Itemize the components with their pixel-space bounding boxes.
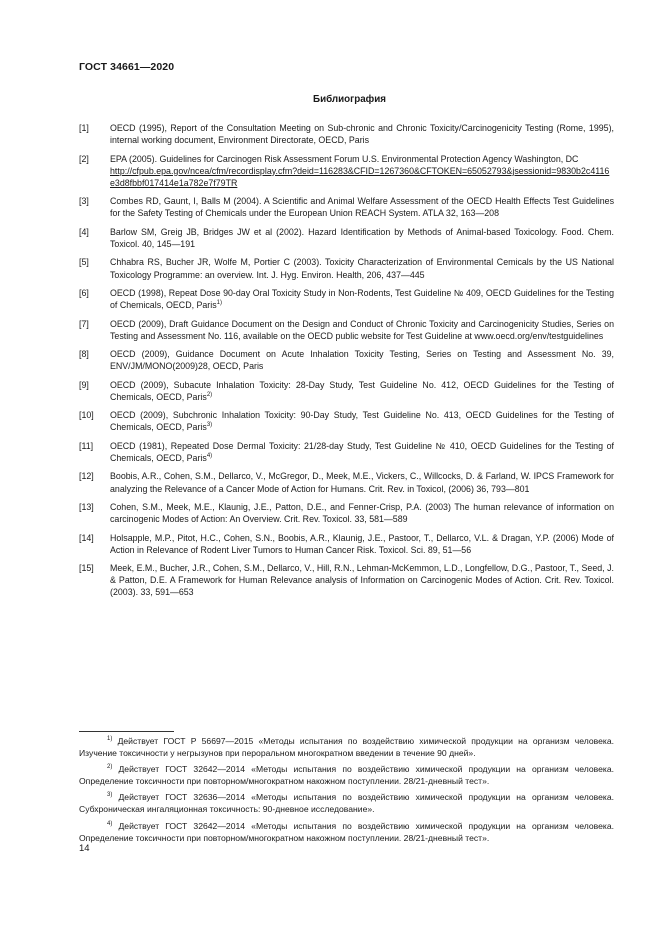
reference-item (79, 318, 614, 342)
reference-item (79, 153, 614, 189)
reference-item (79, 409, 614, 433)
reference-item (79, 122, 614, 146)
reference-text: Chhabra RS, Bucher JR, Wolfe M, Portier C (2003). Toxicity Characterization of Environmental Cemicals by the US National Toxicology Programme: an overview. Int. J. Hyg. Environ. Health, 206, 437—445 (110, 257, 614, 280)
reference-number: [12] (79, 471, 94, 482)
reference-item (79, 256, 614, 280)
document-code: ГОСТ 34661—2020 (79, 61, 175, 73)
reference-number: [1] (79, 123, 89, 133)
footnote-mark: 1) (107, 736, 113, 742)
reference-item (79, 195, 614, 219)
footnote-text: Действует ГОСТ 32642—2014 «Методы испытания по воздействию химической продукции на организм человека. Определение токсичности при повторном/многократном накожном поступлении. 28/21-дневный тест». (79, 820, 614, 843)
reference-text: OECD (2009), Subacute Inhalation Toxicity: 28-Day Study, Test Guideline No. 412, OECD Guidelines for the Testing of Chemicals, OECD, Paris (110, 379, 614, 402)
reference-number: [4] (79, 226, 89, 237)
footnote-marker[interactable]: 4) (206, 452, 213, 459)
footnote-marker[interactable]: 2) (206, 391, 213, 398)
footnote-text: Действует ГОСТ 32636—2014 «Методы испытания по воздействию химической продукции на организм человека. Субхроническая ингаляционная токсичность: 90-дневное исследование». (79, 792, 614, 815)
reference-number: [14] (79, 532, 94, 543)
reference-text: OECD (1981), Repeated Dose Dermal Toxicity: 21/28-day Study, Test Guideline № 410, OECD Guidelines for the Testing of Chemicals, OECD, Paris (110, 440, 614, 463)
reference-text-block (110, 287, 614, 311)
reference-item (79, 562, 614, 598)
reference-number: [6] (79, 287, 89, 298)
footnote-mark: 4) (107, 820, 113, 827)
reference-text: Cohen, S.M., Meek, M.E., Klaunig, J.E., Patton, D.E., and Fenner-Crisp, P.A. (2003) The human relevance of information on carcinogenic Modes of Action: An Overview. Crit. Rev. Toxicol. 33, 581—589 (110, 502, 614, 525)
footnote-divider (79, 731, 174, 732)
reference-text: Barlow SM, Greig JB, Bridges JW et al (2002). Hazard Identification by Methods of Animal-based Toxicology. Food. Chem. Toxicol. 40, 145—191 (110, 226, 614, 249)
reference-text: OECD (2009), Draft Guidance Document on the Design and Conduct of Chronic Toxicity and Carcinogenicity Studies, Series on Testing and Assessment No. 116, available on the OECD public website for Test Guideline at www.oecd.org/env/testguidelines (110, 318, 614, 341)
footnote (79, 763, 614, 787)
reference-item (79, 226, 614, 250)
reference-number: [10] (79, 410, 94, 421)
reference-number: [2] (79, 153, 89, 164)
reference-link[interactable]: http://cfpub.epa.gov/ncea/cfm/recordisplay.cfm?deid=116283&CFID=1267360&CFTOKEN=65052793&jsessionid=9830b2c4116e3d8fbbf017414e1a782e7f79TR (110, 165, 610, 188)
reference-item (79, 470, 614, 494)
footnote (79, 735, 614, 759)
reference-text-block (110, 409, 614, 433)
footnote-text: Действует ГОСТ 32642—2014 «Методы испытания по воздействию химической продукции на организм человека. Определение токсичности при повторном/многократном накожном поступлении. 28/21-дневный тест». (79, 764, 614, 787)
reference-text-block (110, 153, 614, 189)
reference-text: Holsapple, M.P., Pitot, H.C., Cohen, S.N., Boobis, A.R., Klaunig, J.E., Pastoor, T., Dellarco, V.L. & Dragan, Y.P. (2006) Mode of Action in Relevance of Rodent Liver Tumors to Human Cancer Risk. Toxicol. Sci. 89, 51—56 (110, 532, 614, 555)
reference-number: [7] (79, 318, 89, 329)
reference-text-block (110, 440, 614, 464)
reference-number: [13] (79, 502, 94, 513)
footnote-list (79, 735, 614, 848)
footnote (79, 791, 614, 815)
reference-item (79, 501, 614, 525)
reference-text: EPA (2005). Guidelines for Carcinogen Risk Assessment Forum U.S. Environmental Protection Agency Washington, DC (110, 153, 579, 164)
reference-number: [3] (79, 196, 89, 207)
reference-item (79, 287, 614, 311)
reference-number: [15] (79, 563, 94, 574)
reference-number: [5] (79, 257, 89, 268)
footnote (79, 820, 614, 844)
reference-list (79, 122, 614, 605)
reference-number: [9] (79, 379, 89, 390)
reference-item (79, 440, 614, 464)
footnote-mark: 3) (107, 792, 113, 799)
footnote-marker[interactable]: 3) (206, 422, 213, 429)
reference-text: OECD (2009), Guidance Document on Acute Inhalation Toxicity Testing, Series on Testing and Assessment No. 39, ENV/JM/MONO(2009)28, OECD, Paris (110, 349, 614, 372)
footnote-marker[interactable]: 1) (216, 300, 222, 307)
reference-text: OECD (1998), Repeat Dose 90-day Oral Toxicity Study in Non-Rodents, Test Guideline № 409, OECD Guidelines for the Testing of Chemicals, OECD, Paris (110, 287, 614, 311)
reference-number: [11] (79, 440, 94, 451)
reference-text: OECD (1995), Report of the Consultation Meeting on Sub-chronic and Chronic Toxicity/Carcinogenicity Testing (Rome, 1995), internal working document, Environment Directorate, OECD, Paris (110, 123, 614, 146)
reference-text: OECD (2009), Subchronic Inhalation Toxicity: 90-Day Study, Test Guideline No. 413, OECD Guidelines for the Testing of Chemicals, OECD, Paris (110, 410, 614, 433)
reference-text: Combes RD, Gaunt, I, Balls M (2004). A Scientific and Animal Welfare Assessment of the OECD Health Effects Test Guidelines for the Safety Testing of Chemicals under the European Union REACH System. ATLA 32, 163—208 (110, 196, 614, 219)
reference-text: Meek, E.M., Bucher, J.R., Cohen, S.M., Dellarco, V., Hill, R.N., Lehman-McKemmon, L.D., Longfellow, D.G., Pastoor, T., Seed, J. & Patton, D.E. A Framework for Human Relevance analysis of Information on Carcinogenic Modes of Action. Crit. Rev. Toxicol. (2003). 33, 591—653 (110, 563, 614, 598)
reference-text-block (110, 379, 614, 403)
reference-number: [8] (79, 349, 89, 360)
footnote-text: Действует ГОСТ Р 56697—2015 «Методы испытания по воздействию химической продукции на организм человека. Изучение токсичности у негрызунов при пероральном многократном введении в течение 90 дней». (79, 736, 615, 759)
reference-item (79, 532, 614, 556)
page-number: 14 (79, 843, 90, 854)
bibliography-title: Библиография (313, 94, 386, 105)
reference-item (79, 379, 614, 403)
footnote-mark: 2) (107, 764, 113, 771)
reference-text: Boobis, A.R., Cohen, S.M., Dellarco, V., McGregor, D., Meek, M.E., Vickers, C., Willcocks, D. & Farland, W. IPCS Framework for analyzing the Relevance of a Cancer Mode of Action for Humans. Crit. Rev. in Toxicol, (2006) 36, 793—801 (110, 471, 614, 494)
reference-item (79, 348, 614, 372)
